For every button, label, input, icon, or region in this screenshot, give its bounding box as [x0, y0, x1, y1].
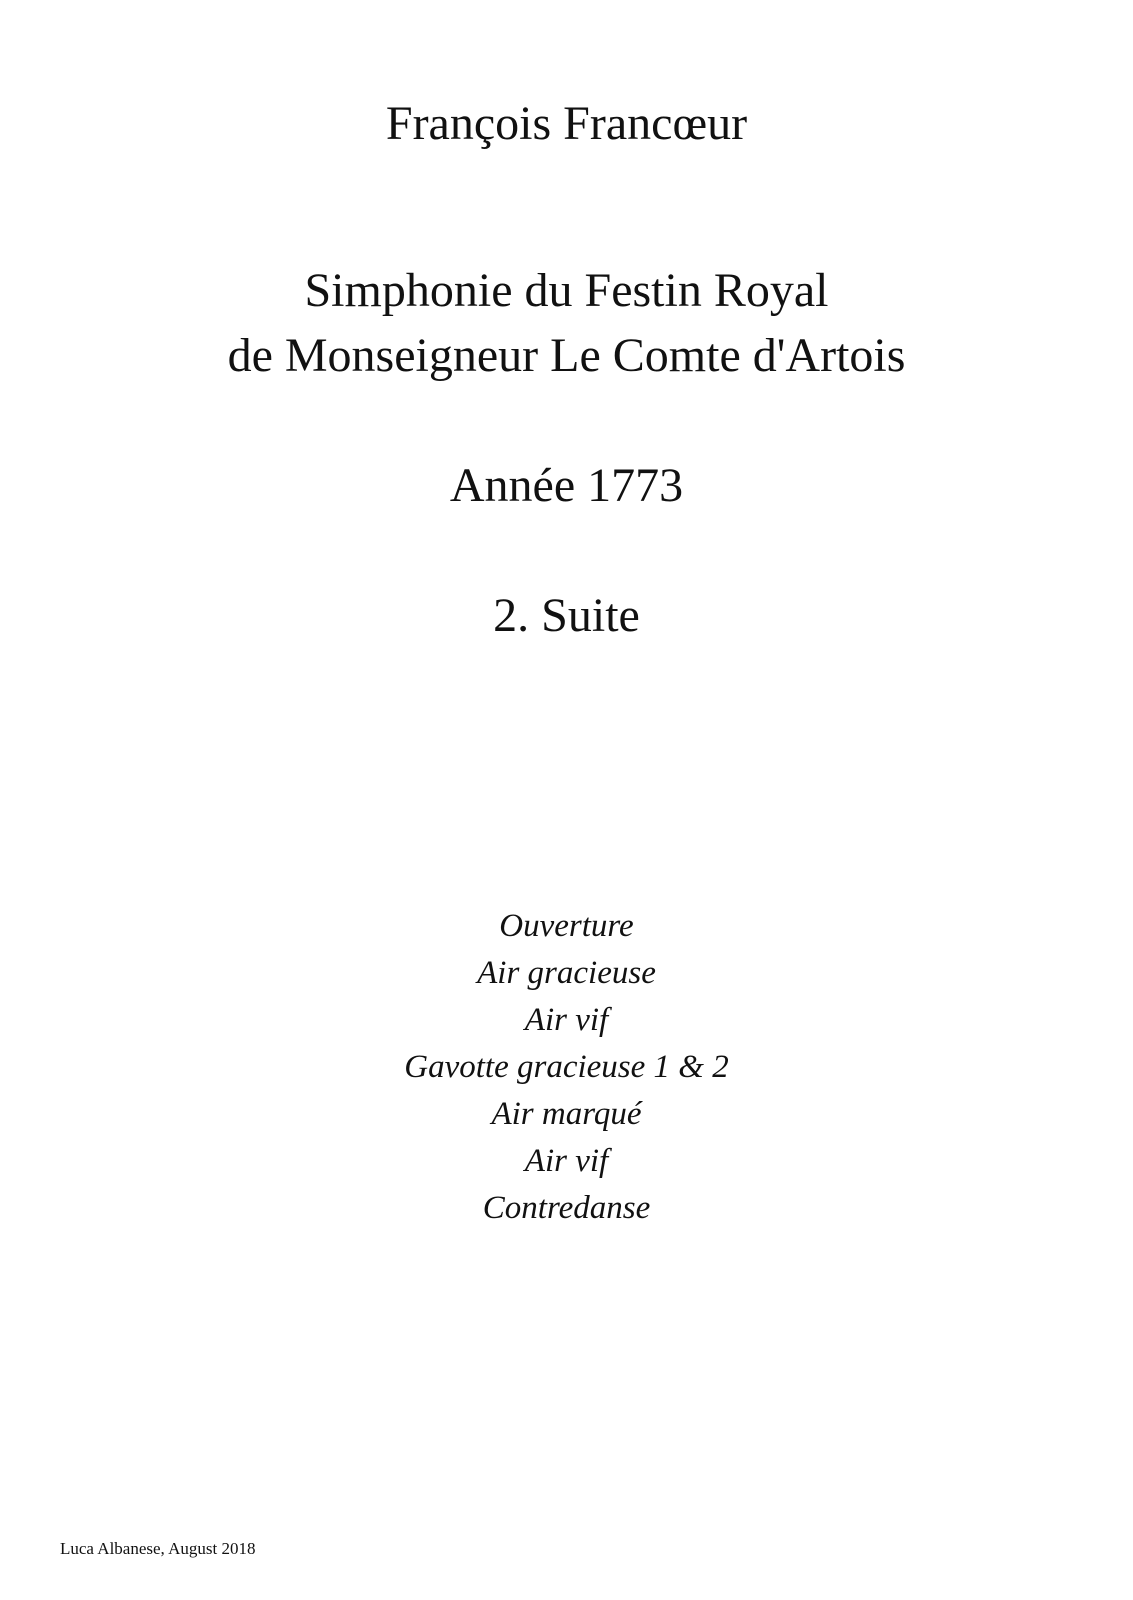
movement-list: [0, 903, 1133, 1232]
movement-item: Ouverture: [499, 908, 634, 944]
movement-item: Air marqué: [491, 1096, 642, 1132]
suite-label: 2. Suite: [493, 589, 640, 642]
movement-item: Air gracieuse: [477, 955, 656, 991]
movement-item: Air vif: [524, 1143, 609, 1179]
footer-credit: Luca Albanese, August 2018: [60, 1539, 256, 1558]
movement-item: Air vif: [524, 1002, 609, 1038]
movement-item: Gavotte gracieuse 1 & 2: [404, 1049, 729, 1085]
work-title-line-1: Simphonie du Festin Royal: [304, 264, 829, 317]
year-label: Année 1773: [449, 459, 684, 512]
movement-item: Contredanse: [482, 1190, 651, 1226]
work-title-line-2: de Monseigneur Le Comte d'Artois: [227, 329, 906, 382]
composer-name: François Francœur: [385, 97, 748, 150]
